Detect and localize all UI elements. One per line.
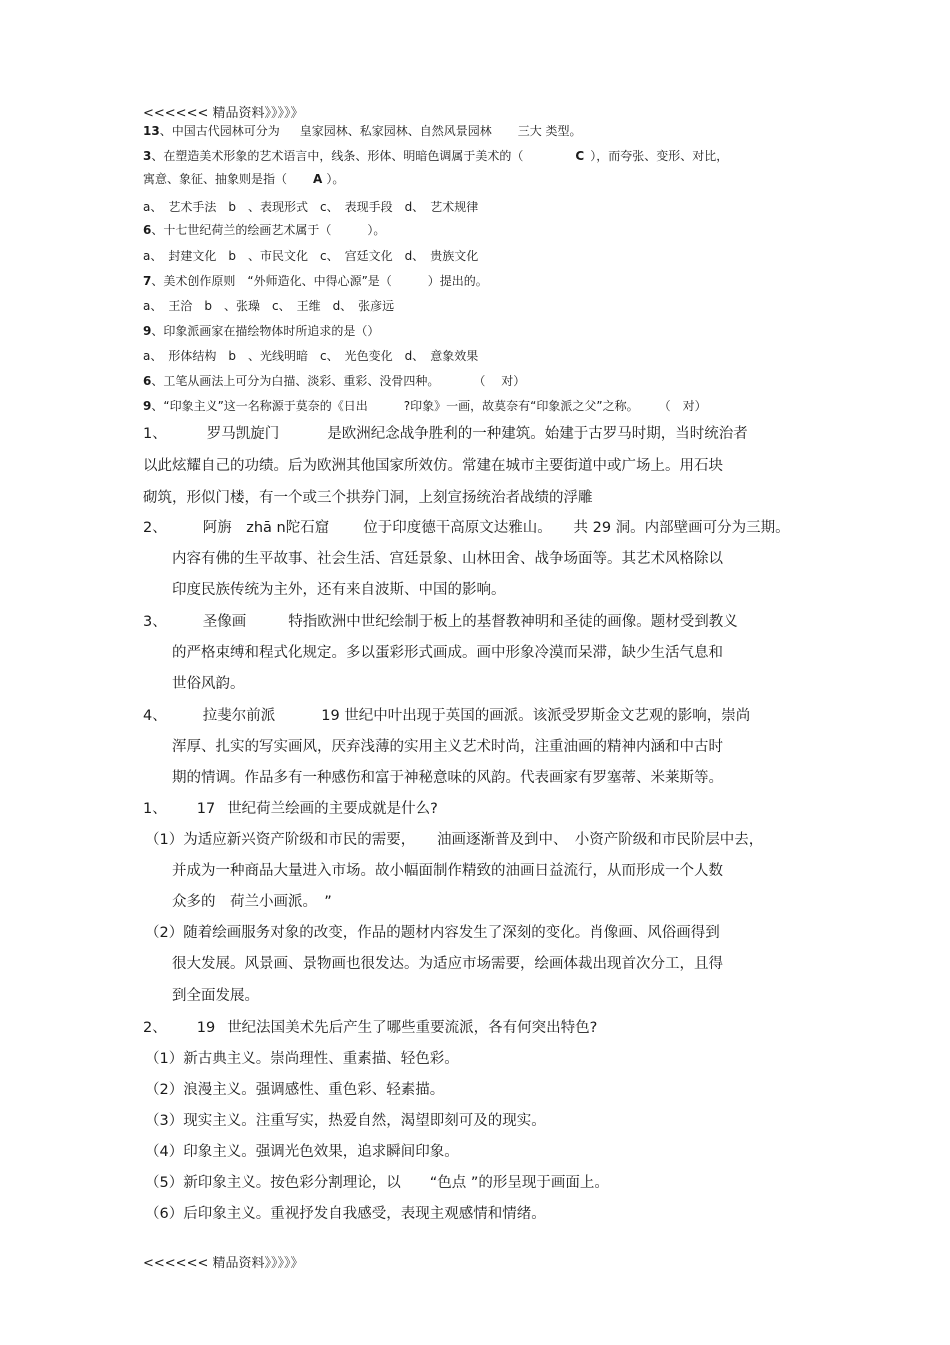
quiz-line-5 (143, 272, 488, 289)
essay-year: 19 (196, 1020, 216, 1036)
point-label: （1） (145, 1051, 184, 1067)
term-text: 期的情调。作品多有一种感伤和富于神秘意味的风韵。代表画家有罗塞蒂、米莱斯等。 (172, 770, 723, 786)
term-text: 内容有佛的生平故事、社会生活、宫廷景象、山林田舍、战争场面等。其艺术风格除以 (172, 551, 723, 567)
quiz-text: 、美术创作原则 “外师造化、中得心源”是（ ）提出的。 (151, 274, 488, 288)
quiz-tail: ），而夸张、变形、对比， (590, 149, 729, 163)
term-2-first-line (143, 516, 790, 537)
term-title: 拉斐尔前派 (202, 708, 276, 724)
term-text: 印度民族传统为主外，还有来自波斯、中国的影响。 (172, 582, 506, 598)
essay-point (145, 1202, 546, 1223)
essay-point (145, 1140, 459, 1161)
quiz-options-1: a、 艺术手法 b 、表现形式 c、 表现手段 d、 艺术规律 (143, 200, 479, 214)
point-label: （2） (145, 925, 184, 941)
quiz-line-3 (143, 170, 344, 187)
term-title: 阿旃 zhā n陀石窟 (202, 520, 330, 536)
quiz-number: 9 (143, 324, 152, 338)
term-text: 浑厚、扎实的写实画风，厌弃浅薄的实用主义艺术时尚，注重油画的精神内涵和中古时 (172, 739, 723, 755)
quiz-blank-answer: 皇家园林、私家园林、自然风景园林 (299, 124, 492, 138)
point-text: 为适应新兴资产阶级和市民的需要， 油画逐渐普及到中、 小资产阶级和市民阶层中去， (183, 832, 764, 848)
essay-question: 世纪荷兰绘画的主要成就是什么? (227, 801, 438, 817)
essay-point (145, 1078, 444, 1099)
quiz-line-1 (143, 122, 582, 139)
quiz-text: 、中国古代园林可分为 (159, 124, 280, 138)
point-text: 很大发展。风景画、景物画也很发达。为适应市场需要，绘画体裁出现首次分工，且得 (172, 956, 723, 972)
quiz-line-4 (143, 221, 385, 238)
page-header: <<<<<< 精品资料》》》》》 (143, 106, 304, 121)
quiz-number: 6 (143, 223, 152, 237)
quiz-answer: A (313, 172, 323, 186)
term-number: 4、 (143, 708, 167, 724)
essay-1-question (143, 797, 438, 818)
term-text: 特指欧洲中世纪绘制于板上的基督教神明和圣徒的画像。题材受到教义 (288, 614, 738, 630)
essay-point (145, 1047, 459, 1068)
essay-question: 世纪法国美术先后产生了哪些重要流派，各有何突出特色? (227, 1020, 598, 1036)
quiz-number: 7 (143, 274, 152, 288)
quiz-text: 寓意、象征、抽象则是指（ (143, 172, 288, 186)
quiz-tail: （ 对） (664, 399, 707, 413)
quiz-options-4: a、 形体结构 b 、光线明暗 c、 光色变化 d、 意象效果 (143, 349, 479, 363)
point-text: 并成为一种商品大量进入市场。故小幅面制作精致的油画日益流行，从而形成一个人数 (172, 863, 723, 879)
point-text: 新印象主义。按色彩分割理论，以 “色点 ”的形呈现于画面上。 (183, 1175, 609, 1191)
quiz-number: 9 (143, 399, 152, 413)
quiz-number: 13 (143, 124, 160, 138)
term-text: 19 世纪中叶出现于英国的画派。该派受罗斯金文艺观的影响，崇尚 (321, 708, 751, 724)
point-label: （1） (145, 832, 184, 848)
point-label: （6） (145, 1206, 184, 1222)
quiz-line-2 (143, 147, 728, 164)
term-number: 2、 (143, 520, 167, 536)
quiz-line-8 (143, 397, 707, 414)
term-text: 世俗风韵。 (172, 676, 245, 692)
point-label: （5） (145, 1175, 184, 1191)
point-label: （3） (145, 1113, 184, 1129)
quiz-text: 、印象派画家在描绘物体时所追求的是（） (151, 324, 380, 338)
quiz-options-2: a、 封建文化 b 、市民文化 c、 宫廷文化 d、 贵族文化 (143, 249, 479, 263)
essay-point (145, 1109, 546, 1130)
term-text: 砌筑，形似门楼，有一个或三个拱券门洞，上刻宣扬统治者战绩的浮雕 (143, 490, 593, 506)
quiz-tail: 三大 类型。 (517, 124, 582, 138)
term-text: 以此炫耀自己的功绩。后为欧洲其他国家所效仿。常建在城市主要街道中或广场上。用石块 (143, 458, 723, 474)
quiz-line-7 (143, 372, 525, 389)
term-text: 是欧洲纪念战争胜利的一种建筑。始建于古罗马时期，当时统治者 (327, 426, 748, 442)
point-label: （4） (145, 1144, 184, 1160)
essay-number: 1、 (143, 801, 167, 817)
page-footer: <<<<<< 精品资料》》》》》 (143, 1256, 304, 1271)
quiz-number: 3 (143, 149, 152, 163)
point-text: 新古典主义。崇尚理性、重素描、轻色彩。 (183, 1051, 459, 1067)
quiz-line-6 (143, 322, 379, 339)
point-label: （2） (145, 1082, 184, 1098)
point-text: 到全面发展。 (172, 988, 259, 1004)
term-number: 1、 (143, 426, 167, 442)
term-title: 罗马凯旋门 (206, 426, 280, 442)
quiz-options-3: a、 王洽 b 、张璪 c、 王维 d、 张彦远 (143, 299, 395, 313)
term-text: 的严格束缚和程式化规定。多以蛋彩形式画成。画中形象冷漠而呆滞，缺少生活气息和 (172, 645, 723, 661)
term-3-first-line (143, 610, 738, 631)
essay-point (145, 921, 720, 942)
quiz-tail: （ 对） (479, 374, 526, 388)
point-text: 后印象主义。重视抒发自我感受，表现主观感情和情绪。 (183, 1206, 546, 1222)
quiz-text: 、在塑造美术形象的艺术语言中，线条、形体、明暗色调属于美术的（ (151, 149, 524, 163)
quiz-answer: C (575, 149, 585, 163)
point-text: 众多的 荷兰小画派。 ” (172, 894, 332, 910)
quiz-text: 、工笔从画法上可分为白描、淡彩、重彩、没骨四种。 (151, 374, 440, 388)
essay-point (145, 1171, 609, 1192)
term-title: 圣像画 (202, 614, 247, 630)
point-text: 现实主义。注重写实，热爱自然，渴望即刻可及的现实。 (183, 1113, 546, 1129)
point-text: 随着绘画服务对象的改变，作品的题材内容发生了深刻的变化。肖像画、风俗画得到 (183, 925, 720, 941)
quiz-tail: ）。 (326, 172, 345, 186)
term-4-first-line (143, 704, 750, 725)
term-1-first-line (143, 422, 748, 443)
essay-2-question (143, 1016, 597, 1037)
term-text: 位于印度德干高原文达雅山。 共 29 洞。内部壁画可分为三期。 (363, 520, 790, 536)
quiz-text: 、十七世纪荷兰的绘画艺术属于（ ）。 (151, 223, 386, 237)
point-text: 印象主义。强调光色效果，追求瞬间印象。 (183, 1144, 459, 1160)
essay-number: 2、 (143, 1020, 167, 1036)
essay-point (145, 828, 763, 849)
essay-year: 17 (196, 801, 216, 817)
point-text: 浪漫主义。强调感性、重色彩、轻素描。 (183, 1082, 445, 1098)
quiz-number: 6 (143, 374, 152, 388)
quiz-text: 、“印象主义”这一名称源于莫奈的《日出 ?印象》一画，故莫奈有“印象派之父”之称。 (151, 399, 639, 413)
term-number: 3、 (143, 614, 167, 630)
